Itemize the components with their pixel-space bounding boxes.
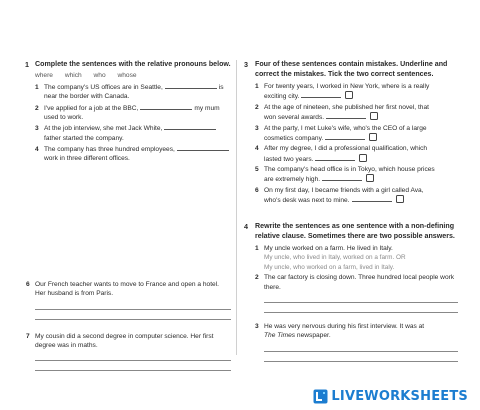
exercise-3-number: 3 [244, 60, 248, 69]
answer-blank[interactable] [177, 145, 229, 151]
exercise-4-number: 4 [244, 222, 248, 231]
column-divider [236, 60, 237, 355]
example-answer: My uncle, who lived in Italy, worked on a farm. OR [264, 254, 406, 262]
answer-line[interactable] [264, 352, 458, 362]
ex3-item: 5 The company's head office is in Tokyo, which house prices are extremely high. [255, 166, 435, 184]
exercise-1-number: 1 [25, 60, 29, 69]
answer-line[interactable] [35, 310, 231, 320]
answer-blank[interactable] [315, 155, 355, 161]
ex4-item: 3 He was very nervous during his first interview. It was at The Times newspaper. [255, 322, 425, 340]
exercise-4-heading: Rewrite the sentences as one sentence with a non-defining relative clause. Sometimes there are two possible answers. [255, 222, 455, 240]
answer-line[interactable] [264, 342, 458, 352]
answer-line[interactable] [264, 303, 458, 313]
answer-blank[interactable] [165, 83, 217, 89]
answer-blank[interactable] [322, 175, 362, 181]
answer-blank[interactable] [326, 113, 366, 119]
ex4-item-example: 1 My uncle worked on a farm. He lived in Italy. My uncle, who lived in Italy, worked on a farm. OR My uncle, who worked on a farm, lived in Italy. [255, 245, 406, 271]
word-box [35, 71, 231, 80]
liveworksheets-logo-icon [313, 389, 328, 404]
word: who [93, 71, 106, 79]
ex3-item: 3 At the party, I met Luke's wife, who's the CEO of a large cosmetics company. [255, 124, 427, 142]
ex4-item: 7 My cousin did a second degree in computer science. Her first degree was in maths. [26, 332, 214, 350]
ex1-item: 4 The company has three hundred employees, work in three different offices. [35, 145, 231, 164]
ex3-item: 6 On my first day, I became friends with a girl called Ava, who's desk was next to mine. [255, 186, 424, 205]
ex4-item: 2 The car factory is closing down. Three hundred local people work there. [255, 274, 455, 291]
liveworksheets-logo [313, 388, 468, 406]
word: where [35, 71, 53, 79]
exercise-3 [246, 60, 458, 205]
answer-blank[interactable] [140, 104, 192, 110]
answer-line[interactable] [35, 351, 231, 361]
answer-blank[interactable] [164, 124, 216, 130]
tick-box[interactable] [369, 133, 377, 141]
ex1-item: 2 I've applied for a job at the BBC, my mum used to work. [35, 104, 220, 121]
ex4-item: 6 Our French teacher wants to move to France and open a hotel. Her husband is from Paris. [26, 281, 219, 298]
answer-line[interactable] [35, 361, 231, 371]
ex3-item: 4 After my degree, I did a professional qualification, which lasted two years. [255, 145, 428, 163]
tick-box[interactable] [370, 112, 378, 120]
answer-line[interactable] [264, 293, 458, 303]
answer-blank[interactable] [352, 196, 392, 202]
tick-box[interactable] [396, 195, 404, 203]
exercise-1-heading: Complete the sentences with the relative pronouns below. [35, 60, 231, 68]
ex3-item: 2 At the age of nineteen, she published her first novel, that won several awards. [255, 103, 429, 122]
ex1-item: 3 At the job interview, she met Jack White, father started the company. [35, 124, 231, 143]
tick-box[interactable] [345, 91, 353, 99]
example-answer: My uncle, who worked on a farm, lived in Italy. [264, 263, 395, 271]
word: which [64, 71, 82, 79]
ex1-item: 1 The company's US offices are in Seattle, is near the border with Canada. [35, 83, 224, 101]
word: whose [117, 71, 137, 79]
answer-blank[interactable] [301, 92, 341, 98]
answer-line[interactable] [35, 300, 231, 310]
ex3-item: 1 For twenty years, I worked in New York, where is a really exciting city. [255, 83, 430, 101]
tick-box[interactable] [366, 174, 374, 182]
answer-blank[interactable] [325, 134, 365, 140]
exercise-4-continued [26, 280, 231, 371]
exercise-4 [246, 222, 458, 362]
tick-box[interactable] [359, 154, 367, 162]
exercise-1 [26, 60, 231, 164]
logo-text: LIVEWORKSHEETS [331, 388, 468, 404]
exercise-3-heading: Four of these sentences contain mistakes. Underline and correct the mistakes. Tick the two correct sentences. [255, 60, 448, 78]
